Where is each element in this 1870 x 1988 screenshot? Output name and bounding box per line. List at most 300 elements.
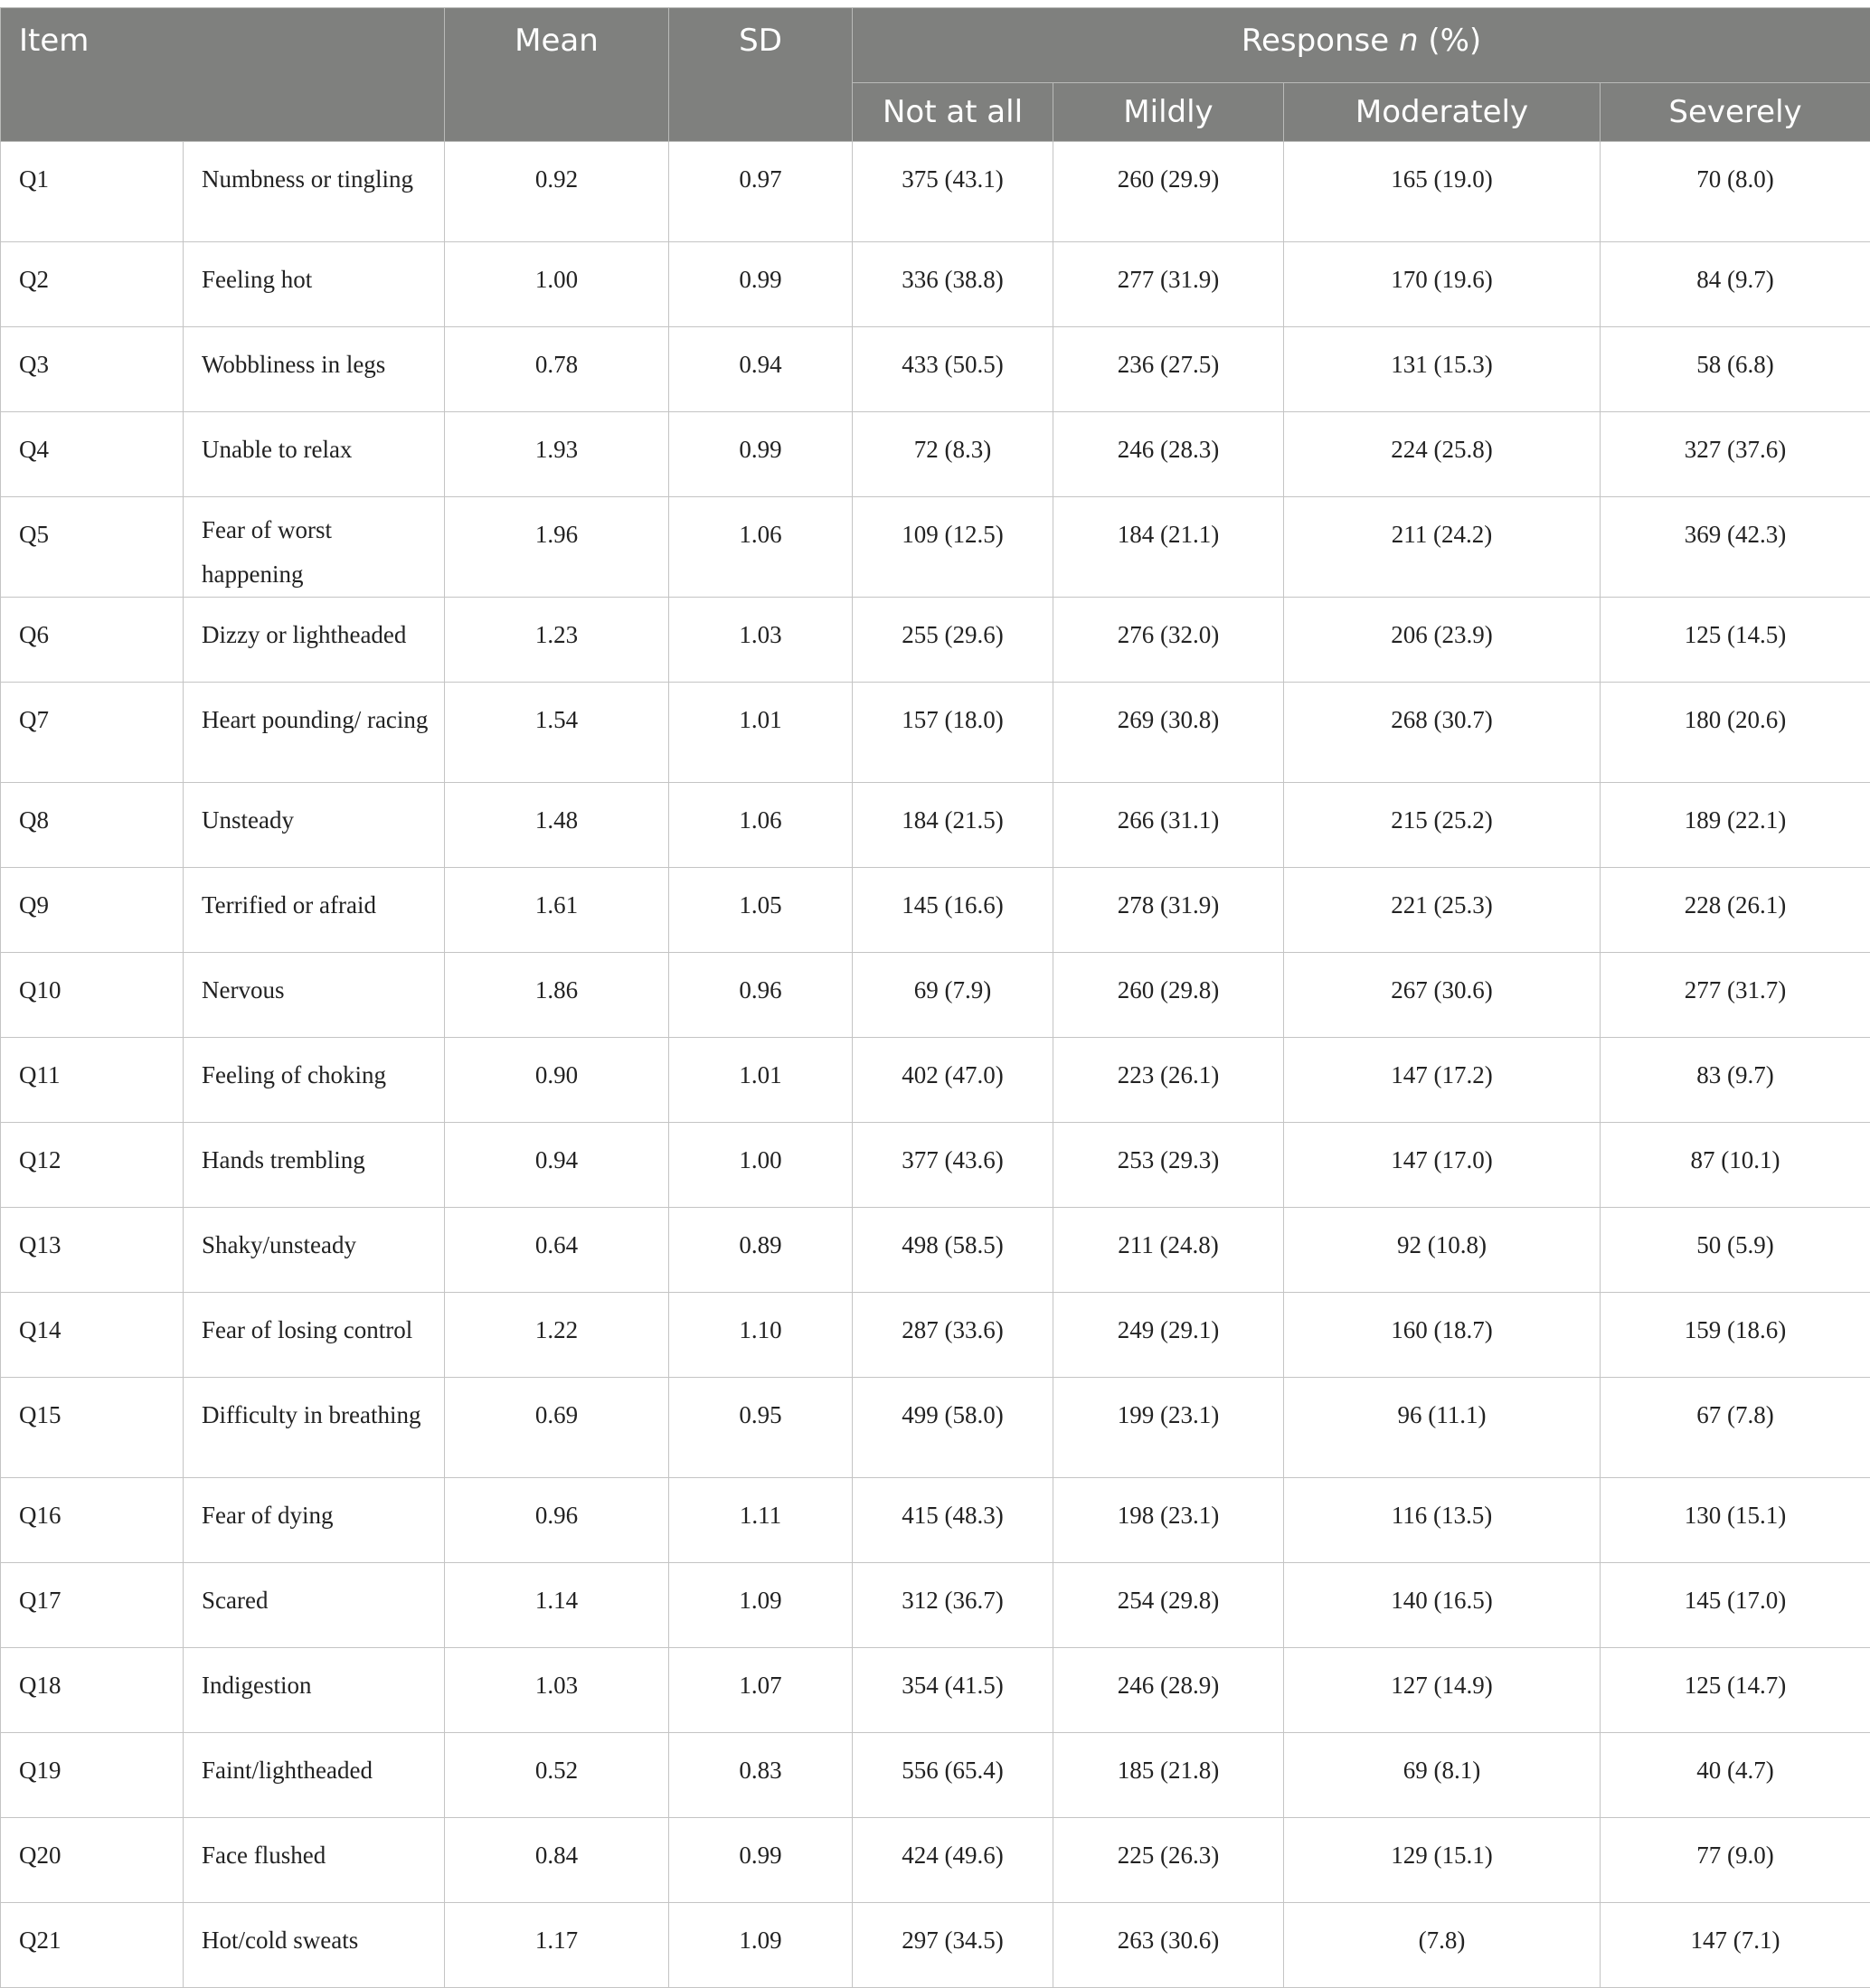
mildly-value-text: 249 (29.1) bbox=[1118, 1308, 1219, 1352]
moderately-value bbox=[1284, 142, 1601, 242]
moderately-value-text: 116 (13.5) bbox=[1392, 1493, 1492, 1538]
item-id bbox=[1, 497, 184, 598]
moderately-value bbox=[1284, 868, 1601, 953]
not-at-all-value bbox=[853, 1293, 1053, 1378]
item-label bbox=[184, 1478, 445, 1563]
header-mildly: Mildly bbox=[1053, 83, 1284, 142]
item-id bbox=[1, 683, 184, 783]
mildly-value bbox=[1053, 868, 1284, 953]
table-row bbox=[1, 683, 1870, 783]
not-at-all-value bbox=[853, 142, 1053, 242]
item-label-text: Faint/lightheaded bbox=[202, 1748, 373, 1793]
item-id bbox=[1, 142, 184, 242]
mean-value-text: 0.92 bbox=[535, 157, 578, 202]
mean-value bbox=[445, 1123, 669, 1208]
not-at-all-value bbox=[853, 1903, 1053, 1988]
item-label-text: Unsteady bbox=[202, 798, 294, 843]
item-id bbox=[1, 1123, 184, 1208]
sd-value bbox=[669, 497, 853, 598]
not-at-all-value bbox=[853, 1733, 1053, 1818]
severely-value bbox=[1601, 412, 1870, 497]
mildly-value bbox=[1053, 598, 1284, 683]
severely-value-text: 125 (14.7) bbox=[1685, 1663, 1786, 1708]
sd-value bbox=[669, 412, 853, 497]
sd-value bbox=[669, 1818, 853, 1903]
severely-value bbox=[1601, 1123, 1870, 1208]
not-at-all-value bbox=[853, 1038, 1053, 1123]
not-at-all-value bbox=[853, 242, 1053, 327]
header-item: Item bbox=[1, 8, 445, 142]
not-at-all-value-text: 157 (18.0) bbox=[902, 698, 1003, 742]
severely-value-text: 58 (6.8) bbox=[1696, 343, 1773, 387]
mildly-value-text: 246 (28.9) bbox=[1118, 1663, 1219, 1708]
mildly-value-text: 278 (31.9) bbox=[1118, 883, 1219, 928]
severely-value-text: 145 (17.0) bbox=[1685, 1578, 1786, 1623]
mean-value bbox=[445, 1478, 669, 1563]
item-id bbox=[1, 1733, 184, 1818]
moderately-value bbox=[1284, 1903, 1601, 1988]
moderately-value-text: 131 (15.3) bbox=[1391, 343, 1492, 387]
item-label-text: Dizzy or lightheaded bbox=[202, 613, 406, 657]
severely-value bbox=[1601, 1478, 1870, 1563]
moderately-value bbox=[1284, 783, 1601, 868]
moderately-value-text: 268 (30.7) bbox=[1391, 698, 1492, 742]
item-id bbox=[1, 1478, 184, 1563]
item-id bbox=[1, 1903, 184, 1988]
not-at-all-value bbox=[853, 1478, 1053, 1563]
item-id bbox=[1, 242, 184, 327]
item-id-text: Q6 bbox=[19, 613, 49, 657]
sd-value-text: 0.95 bbox=[739, 1393, 781, 1437]
item-label-text: Difficulty in breathing bbox=[202, 1393, 420, 1437]
mildly-value bbox=[1053, 1733, 1284, 1818]
mildly-value-text: 269 (30.8) bbox=[1118, 698, 1219, 742]
mildly-value bbox=[1053, 683, 1284, 783]
mean-value-text: 1.61 bbox=[535, 883, 578, 928]
mildly-value-text: 263 (30.6) bbox=[1118, 1918, 1219, 1963]
mildly-value bbox=[1053, 1563, 1284, 1648]
mean-value-text: 0.78 bbox=[535, 343, 578, 387]
severely-value bbox=[1601, 598, 1870, 683]
sd-value bbox=[669, 142, 853, 242]
not-at-all-value bbox=[853, 783, 1053, 868]
item-id bbox=[1, 1818, 184, 1903]
item-label bbox=[184, 242, 445, 327]
sd-value bbox=[669, 683, 853, 783]
not-at-all-value-text: 336 (38.8) bbox=[902, 258, 1003, 302]
header-mean: Mean bbox=[445, 8, 669, 142]
moderately-value bbox=[1284, 1478, 1601, 1563]
not-at-all-value-text: 109 (12.5) bbox=[902, 513, 1003, 557]
mean-value bbox=[445, 598, 669, 683]
sd-value bbox=[669, 1648, 853, 1733]
not-at-all-value-text: 312 (36.7) bbox=[902, 1578, 1003, 1623]
table-row bbox=[1, 868, 1870, 953]
moderately-value-text: 206 (23.9) bbox=[1391, 613, 1492, 657]
severely-value bbox=[1601, 142, 1870, 242]
mean-value bbox=[445, 868, 669, 953]
sd-value-text: 0.99 bbox=[739, 428, 781, 472]
response-table bbox=[0, 7, 1870, 1988]
not-at-all-value-text: 145 (16.6) bbox=[902, 883, 1003, 928]
sd-value bbox=[669, 1208, 853, 1293]
moderately-value-text: 147 (17.2) bbox=[1391, 1053, 1492, 1098]
item-label-text: Feeling hot bbox=[202, 258, 312, 302]
sd-value-text: 1.10 bbox=[739, 1308, 781, 1352]
table-row bbox=[1, 783, 1870, 868]
item-id bbox=[1, 598, 184, 683]
sd-value-text: 1.11 bbox=[740, 1493, 781, 1538]
moderately-value-text: 147 (17.0) bbox=[1391, 1138, 1492, 1182]
item-id-text: Q11 bbox=[19, 1053, 61, 1098]
sd-value-text: 0.89 bbox=[739, 1223, 781, 1267]
severely-value-text: 327 (37.6) bbox=[1685, 428, 1786, 472]
mean-value-text: 0.84 bbox=[535, 1833, 578, 1878]
sd-value-text: 0.83 bbox=[739, 1748, 781, 1793]
severely-value bbox=[1601, 1903, 1870, 1988]
item-id bbox=[1, 868, 184, 953]
sd-value-text: 1.09 bbox=[739, 1578, 781, 1623]
item-label bbox=[184, 868, 445, 953]
mean-value bbox=[445, 783, 669, 868]
table-row bbox=[1, 1648, 1870, 1733]
item-label-text: Hot/cold sweats bbox=[202, 1918, 358, 1963]
mildly-value bbox=[1053, 497, 1284, 598]
item-label-text: Scared bbox=[202, 1578, 268, 1623]
item-label bbox=[184, 1293, 445, 1378]
header-response bbox=[853, 8, 1870, 83]
item-label bbox=[184, 1903, 445, 1988]
severely-value-text: 83 (9.7) bbox=[1696, 1053, 1773, 1098]
table-row bbox=[1, 327, 1870, 412]
not-at-all-value-text: 72 (8.3) bbox=[914, 428, 991, 472]
mildly-value bbox=[1053, 142, 1284, 242]
item-label bbox=[184, 783, 445, 868]
mildly-value bbox=[1053, 327, 1284, 412]
mildly-value bbox=[1053, 1478, 1284, 1563]
not-at-all-value bbox=[853, 497, 1053, 598]
mildly-value-text: 277 (31.9) bbox=[1118, 258, 1219, 302]
severely-value-text: 125 (14.5) bbox=[1685, 613, 1786, 657]
sd-value-text: 1.00 bbox=[739, 1138, 781, 1182]
item-label bbox=[184, 683, 445, 783]
item-id-text: Q1 bbox=[19, 157, 49, 202]
moderately-value-text: (7.8) bbox=[1419, 1918, 1466, 1963]
moderately-value-text: 165 (19.0) bbox=[1391, 157, 1492, 202]
mean-value-text: 1.22 bbox=[535, 1308, 578, 1352]
mean-value bbox=[445, 1733, 669, 1818]
mildly-value bbox=[1053, 412, 1284, 497]
severely-value-text: 147 (7.1) bbox=[1691, 1918, 1780, 1963]
item-label bbox=[184, 1733, 445, 1818]
item-id-text: Q7 bbox=[19, 698, 49, 742]
severely-value-text: 159 (18.6) bbox=[1685, 1308, 1786, 1352]
mildly-value-text: 254 (29.8) bbox=[1118, 1578, 1219, 1623]
mildly-value-text: 223 (26.1) bbox=[1118, 1053, 1219, 1098]
item-id bbox=[1, 783, 184, 868]
not-at-all-value-text: 69 (7.9) bbox=[914, 968, 991, 1013]
item-id-text: Q17 bbox=[19, 1578, 61, 1623]
moderately-value bbox=[1284, 1038, 1601, 1123]
mean-value-text: 1.00 bbox=[535, 258, 578, 302]
not-at-all-value-text: 287 (33.6) bbox=[902, 1308, 1003, 1352]
moderately-value-text: 221 (25.3) bbox=[1391, 883, 1492, 928]
sd-value bbox=[669, 1478, 853, 1563]
table-row bbox=[1, 1478, 1870, 1563]
item-label-text: Numbness or tingling bbox=[202, 157, 413, 202]
mildly-value-text: 276 (32.0) bbox=[1118, 613, 1219, 657]
table-row bbox=[1, 142, 1870, 242]
mean-value-text: 1.96 bbox=[535, 513, 578, 557]
severely-value-text: 130 (15.1) bbox=[1685, 1493, 1786, 1538]
severely-value-text: 67 (7.8) bbox=[1696, 1393, 1773, 1437]
item-id-text: Q2 bbox=[19, 258, 49, 302]
item-label-text: Hands trembling bbox=[202, 1138, 365, 1182]
moderately-value bbox=[1284, 1563, 1601, 1648]
severely-value bbox=[1601, 868, 1870, 953]
item-id bbox=[1, 327, 184, 412]
severely-value bbox=[1601, 327, 1870, 412]
mildly-value-text: 185 (21.8) bbox=[1118, 1748, 1219, 1793]
mean-value bbox=[445, 1563, 669, 1648]
item-label bbox=[184, 1818, 445, 1903]
moderately-value-text: 92 (10.8) bbox=[1397, 1223, 1487, 1267]
not-at-all-value bbox=[853, 1208, 1053, 1293]
sd-value bbox=[669, 1733, 853, 1818]
mildly-value bbox=[1053, 1123, 1284, 1208]
table-row bbox=[1, 1818, 1870, 1903]
sd-value-text: 1.01 bbox=[739, 1053, 781, 1098]
sd-value-text: 1.09 bbox=[739, 1918, 781, 1963]
item-id bbox=[1, 1563, 184, 1648]
mean-value bbox=[445, 142, 669, 242]
header-not-at-all: Not at all bbox=[853, 83, 1053, 142]
not-at-all-value bbox=[853, 1648, 1053, 1733]
not-at-all-value-text: 184 (21.5) bbox=[902, 798, 1003, 843]
moderately-value bbox=[1284, 1648, 1601, 1733]
item-id-text: Q10 bbox=[19, 968, 61, 1013]
moderately-value bbox=[1284, 953, 1601, 1038]
header-sd: SD bbox=[669, 8, 853, 142]
item-label-text: Feeling of choking bbox=[202, 1053, 386, 1098]
sd-value bbox=[669, 1903, 853, 1988]
mildly-value bbox=[1053, 1378, 1284, 1478]
severely-value bbox=[1601, 683, 1870, 783]
mean-value bbox=[445, 1818, 669, 1903]
mean-value-text: 1.23 bbox=[535, 613, 578, 657]
item-label bbox=[184, 1648, 445, 1733]
sd-value-text: 1.03 bbox=[739, 613, 781, 657]
header-response-prefix: Response bbox=[1242, 23, 1399, 59]
item-label bbox=[184, 1208, 445, 1293]
table-row bbox=[1, 1733, 1870, 1818]
table-row bbox=[1, 1293, 1870, 1378]
header-row bbox=[1, 8, 1870, 83]
item-id bbox=[1, 1038, 184, 1123]
mildly-value bbox=[1053, 953, 1284, 1038]
moderately-value-text: 170 (19.6) bbox=[1391, 258, 1492, 302]
item-label-text: Nervous bbox=[202, 968, 284, 1013]
moderately-value bbox=[1284, 497, 1601, 598]
mildly-value-text: 236 (27.5) bbox=[1118, 343, 1219, 387]
not-at-all-value-text: 556 (65.4) bbox=[902, 1748, 1003, 1793]
sd-value bbox=[669, 1378, 853, 1478]
sd-value-text: 1.06 bbox=[739, 798, 781, 843]
mean-value bbox=[445, 1903, 669, 1988]
mildly-value-text: 260 (29.9) bbox=[1118, 157, 1219, 202]
not-at-all-value bbox=[853, 1123, 1053, 1208]
mean-value-text: 1.48 bbox=[535, 798, 578, 843]
not-at-all-value bbox=[853, 1563, 1053, 1648]
sd-value-text: 1.06 bbox=[739, 513, 781, 557]
mean-value-text: 0.94 bbox=[535, 1138, 578, 1182]
moderately-value bbox=[1284, 1123, 1601, 1208]
moderately-value bbox=[1284, 1733, 1601, 1818]
sd-value bbox=[669, 242, 853, 327]
mildly-value-text: 266 (31.1) bbox=[1118, 798, 1219, 843]
severely-value-text: 70 (8.0) bbox=[1696, 157, 1773, 202]
mean-value-text: 0.64 bbox=[535, 1223, 578, 1267]
not-at-all-value bbox=[853, 868, 1053, 953]
item-label-text: Fear of losing control bbox=[202, 1308, 412, 1352]
mildly-value-text: 198 (23.1) bbox=[1118, 1493, 1219, 1538]
item-label bbox=[184, 598, 445, 683]
severely-value bbox=[1601, 1038, 1870, 1123]
mildly-value-text: 225 (26.3) bbox=[1118, 1833, 1219, 1878]
severely-value-text: 84 (9.7) bbox=[1696, 258, 1773, 302]
moderately-value-text: 127 (14.9) bbox=[1391, 1663, 1492, 1708]
item-id-text: Q8 bbox=[19, 798, 49, 843]
not-at-all-value-text: 354 (41.5) bbox=[902, 1663, 1003, 1708]
sd-value-text: 1.01 bbox=[739, 698, 781, 742]
sd-value bbox=[669, 868, 853, 953]
item-label-text: Fear of worst happening bbox=[202, 508, 437, 596]
mean-value-text: 1.14 bbox=[535, 1578, 578, 1623]
item-id bbox=[1, 953, 184, 1038]
not-at-all-value bbox=[853, 412, 1053, 497]
header-response-n: n bbox=[1399, 23, 1419, 59]
mean-value bbox=[445, 327, 669, 412]
item-id bbox=[1, 1378, 184, 1478]
mean-value-text: 0.52 bbox=[535, 1748, 578, 1793]
moderately-value-text: 267 (30.6) bbox=[1391, 968, 1492, 1013]
mildly-value-text: 253 (29.3) bbox=[1118, 1138, 1219, 1182]
mildly-value bbox=[1053, 1038, 1284, 1123]
item-id-text: Q20 bbox=[19, 1833, 61, 1878]
header-response-suffix: (%) bbox=[1419, 23, 1482, 59]
item-id-text: Q4 bbox=[19, 428, 49, 472]
item-id-text: Q3 bbox=[19, 343, 49, 387]
mean-value-text: 0.96 bbox=[535, 1493, 578, 1538]
moderately-value-text: 96 (11.1) bbox=[1398, 1393, 1487, 1437]
severely-value-text: 180 (20.6) bbox=[1685, 698, 1786, 742]
item-label bbox=[184, 327, 445, 412]
mean-value bbox=[445, 1378, 669, 1478]
item-label bbox=[184, 1123, 445, 1208]
not-at-all-value bbox=[853, 683, 1053, 783]
table-row bbox=[1, 1208, 1870, 1293]
item-id-text: Q13 bbox=[19, 1223, 61, 1267]
not-at-all-value bbox=[853, 598, 1053, 683]
not-at-all-value-text: 415 (48.3) bbox=[902, 1493, 1003, 1538]
severely-value-text: 50 (5.9) bbox=[1696, 1223, 1773, 1267]
moderately-value-text: 215 (25.2) bbox=[1391, 798, 1492, 843]
severely-value bbox=[1601, 1648, 1870, 1733]
moderately-value-text: 129 (15.1) bbox=[1391, 1833, 1492, 1878]
header-moderately: Moderately bbox=[1284, 83, 1601, 142]
sd-value bbox=[669, 1563, 853, 1648]
severely-value-text: 40 (4.7) bbox=[1696, 1748, 1773, 1793]
sd-value-text: 0.99 bbox=[739, 258, 781, 302]
not-at-all-value-text: 498 (58.5) bbox=[902, 1223, 1003, 1267]
item-id-text: Q19 bbox=[19, 1748, 61, 1793]
item-label-text: Terrified or afraid bbox=[202, 883, 376, 928]
mean-value-text: 1.54 bbox=[535, 698, 578, 742]
item-id bbox=[1, 1293, 184, 1378]
item-label-text: Face flushed bbox=[202, 1833, 326, 1878]
moderately-value-text: 140 (16.5) bbox=[1391, 1578, 1492, 1623]
item-label-text: Wobbliness in legs bbox=[202, 343, 385, 387]
item-id-text: Q9 bbox=[19, 883, 49, 928]
not-at-all-value-text: 433 (50.5) bbox=[902, 343, 1003, 387]
mean-value-text: 1.17 bbox=[535, 1918, 578, 1963]
moderately-value bbox=[1284, 242, 1601, 327]
mean-value bbox=[445, 683, 669, 783]
not-at-all-value-text: 402 (47.0) bbox=[902, 1053, 1003, 1098]
moderately-value-text: 160 (18.7) bbox=[1391, 1308, 1492, 1352]
severely-value-text: 189 (22.1) bbox=[1685, 798, 1786, 843]
severely-value bbox=[1601, 1208, 1870, 1293]
mean-value bbox=[445, 1293, 669, 1378]
item-id-text: Q18 bbox=[19, 1663, 61, 1708]
severely-value-text: 277 (31.7) bbox=[1685, 968, 1786, 1013]
mean-value bbox=[445, 412, 669, 497]
sd-value bbox=[669, 783, 853, 868]
table-row bbox=[1, 242, 1870, 327]
item-id-text: Q12 bbox=[19, 1138, 61, 1182]
severely-value bbox=[1601, 1293, 1870, 1378]
mildly-value-text: 184 (21.1) bbox=[1118, 513, 1219, 557]
sd-value bbox=[669, 953, 853, 1038]
not-at-all-value bbox=[853, 953, 1053, 1038]
mean-value bbox=[445, 1208, 669, 1293]
mean-value-text: 1.03 bbox=[535, 1663, 578, 1708]
moderately-value bbox=[1284, 412, 1601, 497]
not-at-all-value bbox=[853, 1378, 1053, 1478]
item-label-text: Shaky/unsteady bbox=[202, 1223, 356, 1267]
sd-value bbox=[669, 598, 853, 683]
moderately-value bbox=[1284, 1293, 1601, 1378]
header-severely: Severely bbox=[1601, 83, 1870, 142]
mildly-value bbox=[1053, 783, 1284, 868]
mean-value-text: 1.93 bbox=[535, 428, 578, 472]
item-id-text: Q14 bbox=[19, 1308, 61, 1352]
table-row bbox=[1, 953, 1870, 1038]
moderately-value-text: 211 (24.2) bbox=[1392, 513, 1492, 557]
mildly-value-text: 246 (28.3) bbox=[1118, 428, 1219, 472]
sd-value-text: 0.96 bbox=[739, 968, 781, 1013]
mean-value bbox=[445, 242, 669, 327]
mildly-value bbox=[1053, 242, 1284, 327]
sd-value-text: 1.07 bbox=[739, 1663, 781, 1708]
mean-value-text: 0.90 bbox=[535, 1053, 578, 1098]
item-label bbox=[184, 412, 445, 497]
not-at-all-value-text: 255 (29.6) bbox=[902, 613, 1003, 657]
table-row bbox=[1, 1563, 1870, 1648]
table-row bbox=[1, 497, 1870, 598]
sd-value bbox=[669, 1293, 853, 1378]
moderately-value bbox=[1284, 1818, 1601, 1903]
